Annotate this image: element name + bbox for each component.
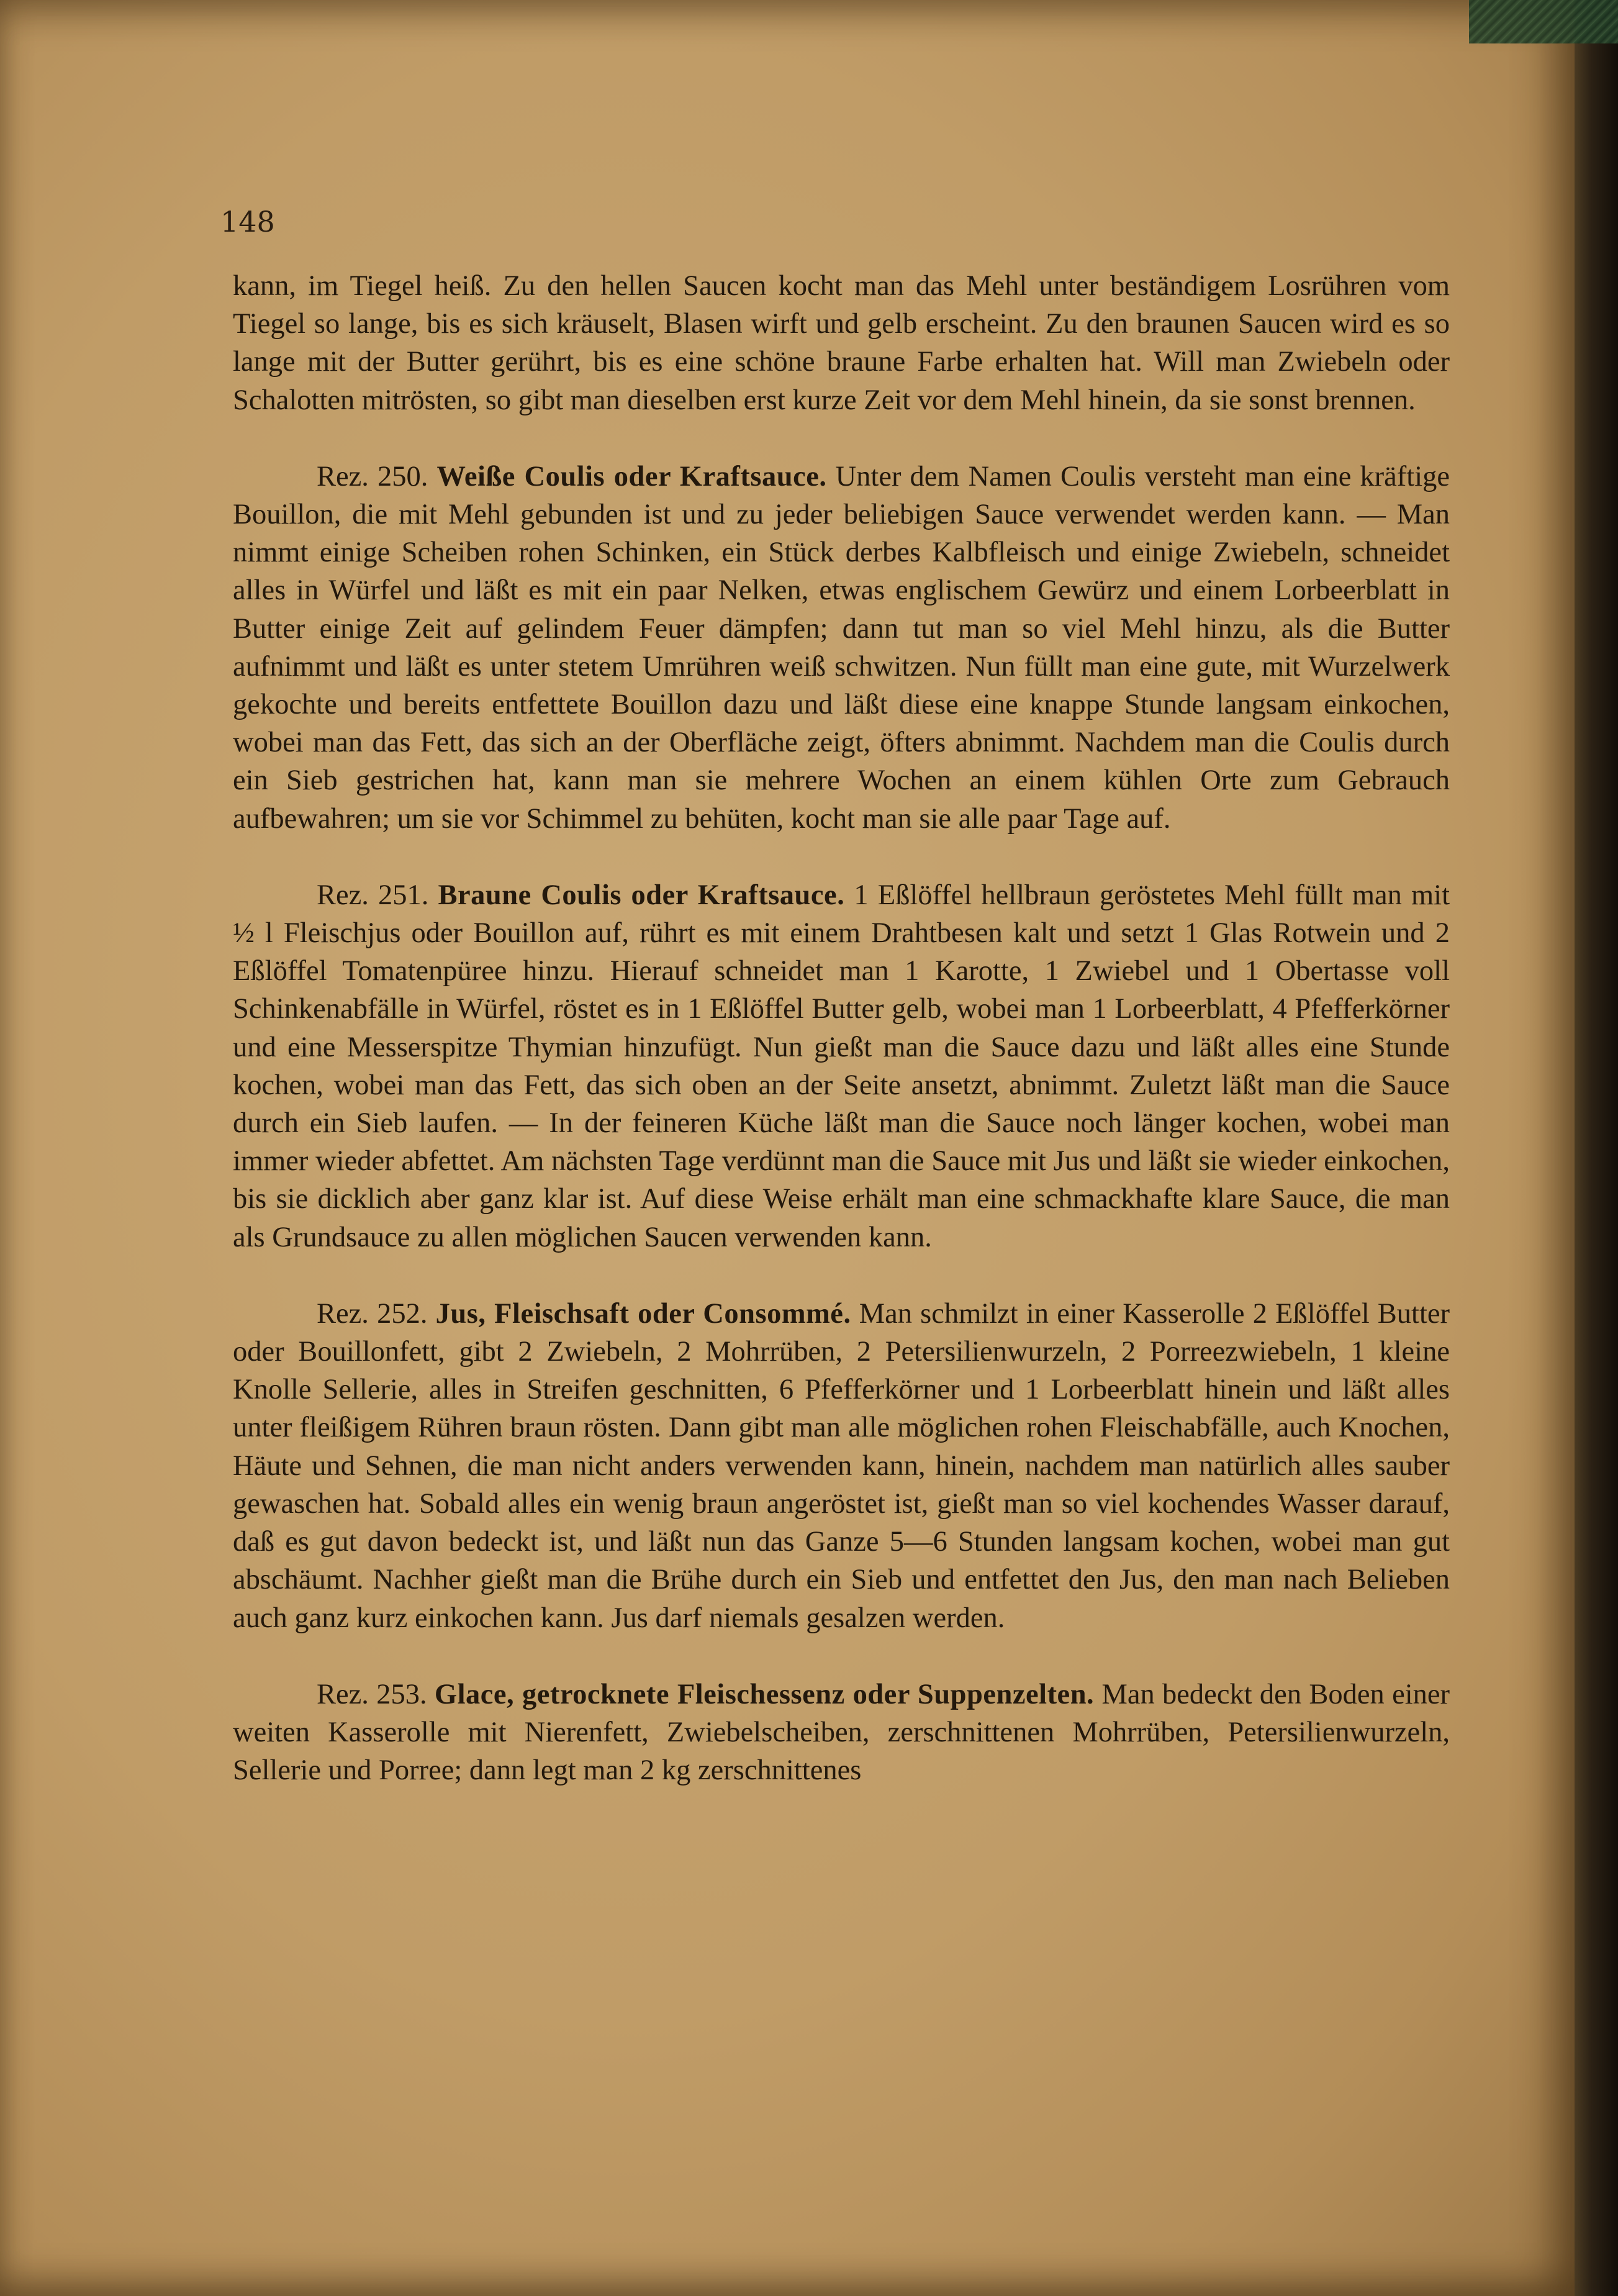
binding-cloth bbox=[1469, 0, 1618, 43]
recipe-title: Weiße Coulis oder Kraftsauce. bbox=[436, 460, 827, 492]
recipe-253 bbox=[233, 1676, 1450, 1790]
page-number: 148 bbox=[220, 205, 275, 238]
recipe-number: Rez. 251. bbox=[317, 879, 429, 911]
recipe-number: Rez. 253. bbox=[317, 1678, 427, 1710]
recipe-title: Jus, Fleischsaft oder Consommé. bbox=[435, 1297, 851, 1330]
page-text bbox=[233, 267, 1450, 1789]
recipe-title: Braune Coulis oder Kraftsauce. bbox=[438, 879, 845, 911]
recipe-250 bbox=[233, 458, 1450, 838]
recipe-251 bbox=[233, 876, 1450, 1256]
recipe-body: Man bedeckt den Boden einer weiten Kasserolle mit Nierenfett, Zwiebelscheiben, zerschnittenen Mohrrüben, Petersilienwurzeln, Sellerie und Porree; dann legt man 2 kg zerschnittenes bbox=[233, 1678, 1450, 1787]
recipe-number: Rez. 252. bbox=[317, 1297, 428, 1330]
book-binding bbox=[1575, 0, 1618, 2296]
recipe-body: 1 Eßlöffel hellbraun geröstetes Mehl füllt man mit ½ l Fleischjus oder Bouillon auf, rührt es mit einem Drahtbesen kalt und setzt 1 Glas Rotwein und 2 Eßlöffel Tomatenpüree hinzu. Hierauf schneidet man 1 Karotte, 1 Zwiebel und 1 Obertasse voll Schinkenabfälle in Würfel, röstet es in 1 Eßlöffel Butter gelb, wobei man 1 Lorbeerblatt, 4 Pfefferkörner und eine Messerspitze Thymian hinzufügt. Nun gießt man die Sauce dazu und läßt alles eine Stunde kochen, wobei man das Fett, das sich oben an der Seite ansetzt, abnimmt. Zuletzt läßt man die Sauce durch ein Sieb laufen. — In der feineren Küche läßt man die Sauce noch länger kochen, wobei man immer wieder abfettet. Am nächsten Tage verdünnt man die Sauce mit Jus und läßt sie wieder einkochen, bis sie dicklich aber ganz klar ist. Auf diese Weise erhält man eine schmackhafte klare Sauce, die man als Grundsauce zu allen möglichen Saucen verwenden kann. bbox=[233, 879, 1450, 1253]
recipe-number: Rez. 250. bbox=[317, 460, 428, 492]
recipe-252 bbox=[233, 1295, 1450, 1637]
recipe-body: Unter dem Namen Coulis versteht man eine kräftige Bouillon, die mit Mehl gebunden ist und zu jeder beliebigen Sauce verwendet werden kann. — Man nimmt einige Scheiben rohen Schinken, ein Stück derbes Kalbfleisch und einige Zwiebeln, schneidet alles in Würfel und läßt es mit ein paar Nelken, etwas englischem Gewürz und einem Lorbeerblatt in Butter einige Zeit auf gelindem Feuer dämpfen; dann tut man so viel Mehl hinzu, als die Butter aufnimmt und läßt es unter stetem Umrühren weiß schwitzen. Nun füllt man eine gute, mit Wurzelwerk gekochte und bereits entfettete Bouillon dazu und läßt diese eine knappe Stunde langsam einkochen, wobei man das Fett, das sich an der Oberfläche zeigt, öfters abnimmt. Nachdem man die Coulis durch ein Sieb gestrichen hat, kann man sie mehrere Wochen an einem kühlen Orte zum Gebrauch aufbewahren; um sie vor Schimmel zu behüten, kocht man sie alle paar Tage auf. bbox=[233, 460, 1450, 835]
intro-paragraph: kann, im Tiegel heiß. Zu den hellen Saucen kocht man das Mehl unter beständigem Losrühren vom Tiegel so lange, bis es sich kräuselt, Blasen wirft und gelb erscheint. Zu den braunen Saucen wird es so lange mit der Butter gerührt, bis es eine schöne braune Farbe erhalten hat. Will man Zwiebeln oder Schalotten mitrösten, so gibt man dieselben erst kurze Zeit vor dem Mehl hinein, da sie sonst brennen. bbox=[233, 270, 1450, 416]
recipe-title: Glace, getrocknete Fleischessenz oder Suppenzelten. bbox=[434, 1678, 1095, 1710]
recipe-body: Man schmilzt in einer Kasserolle 2 Eßlöffel Butter oder Bouillonfett, gibt 2 Zwiebeln, 2 Mohrrüben, 2 Petersilienwurzeln, 2 Porreezwiebeln, 1 kleine Knolle Sellerie, alles in Streifen geschnitten, 6 Pfefferkörner und 1 Lorbeerblatt hinein und läßt alles unter fleißigem Rühren braun rösten. Dann gibt man alle möglichen rohen Fleischabfälle, auch Knochen, Häute und Sehnen, die man nicht anders verwenden kann, hinein, nachdem man natürlich alles sauber gewaschen hat. Sobald alles ein wenig braun angeröstet ist, gießt man so viel kochendes Wasser darauf, daß es gut davon bedeckt ist, und läßt nun das Ganze 5—6 Stunden langsam kochen, wobei man gut abschäumt. Nachher gießt man die Brühe durch ein Sieb und entfettet den Jus, den man nach Belieben auch ganz kurz einkochen kann. Jus darf niemals gesalzen werden. bbox=[233, 1297, 1450, 1634]
